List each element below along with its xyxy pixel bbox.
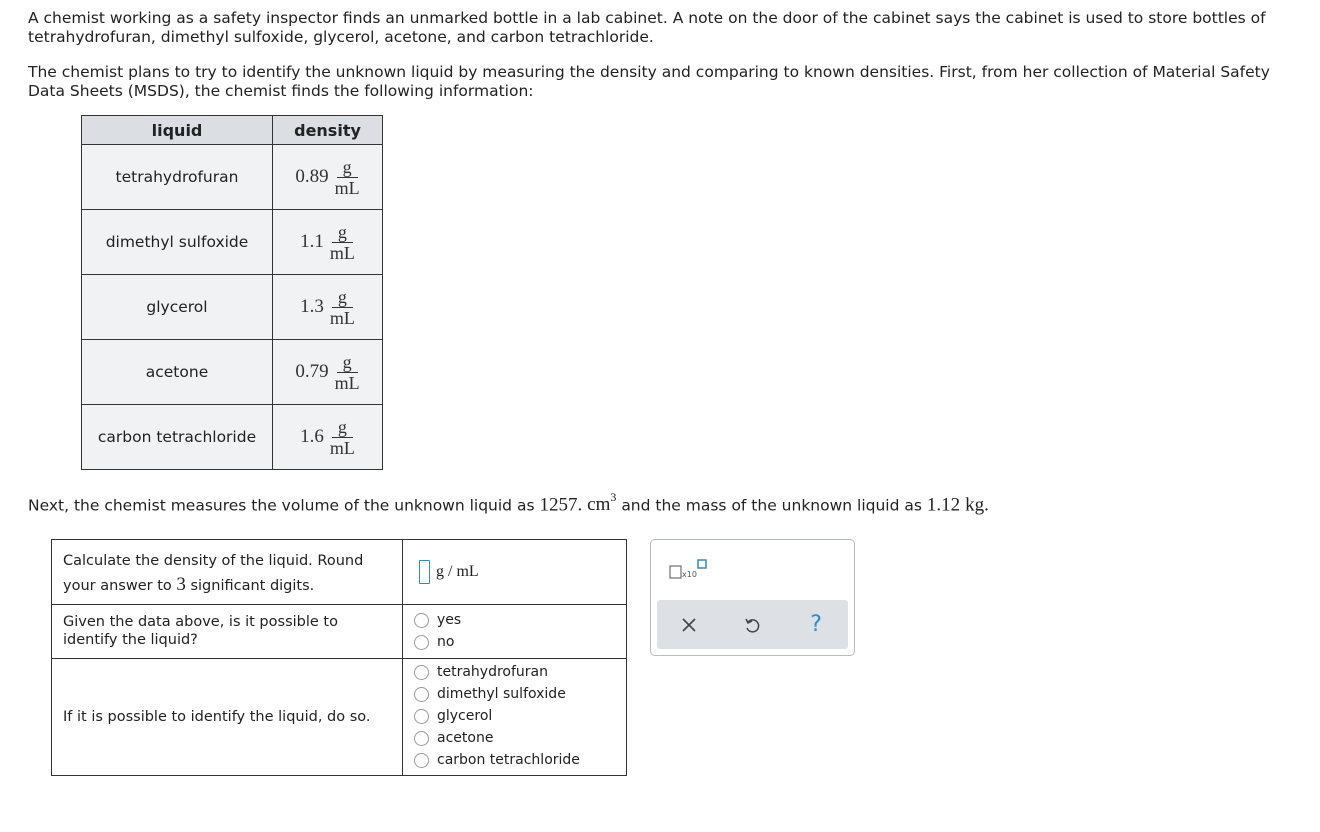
volume-exponent: 3 xyxy=(610,490,617,504)
option-label: carbon tetrachloride xyxy=(437,752,580,768)
times-ten-icon[interactable] xyxy=(669,559,709,581)
density-unit-fraction xyxy=(335,352,360,393)
radio-circle-icon[interactable] xyxy=(414,731,429,746)
unit-denominator: mL xyxy=(329,437,355,458)
measure-middle: and the mass of the unknown liquid as xyxy=(621,496,922,515)
question-row-density xyxy=(52,540,626,605)
option-label: yes xyxy=(437,612,462,628)
option-acetone[interactable] xyxy=(414,727,626,749)
unit-numerator: g xyxy=(332,222,353,243)
option-tetrahydrofuran[interactable] xyxy=(414,661,626,683)
unit-denominator: mL xyxy=(329,307,355,328)
liquid-name: dimethyl sulfoxide xyxy=(82,210,273,275)
density-value xyxy=(273,210,383,275)
q1-digits: 3 xyxy=(176,574,186,595)
tools-button-bar xyxy=(657,600,848,649)
question-possible-text xyxy=(52,605,403,658)
q1-part3: significant digits. xyxy=(190,578,315,594)
mass-value: 1.12 xyxy=(926,494,961,516)
sentence-end: . xyxy=(984,494,989,516)
question-table xyxy=(51,539,627,776)
unit-denominator: mL xyxy=(334,372,360,393)
measure-prefix: Next, the chemist measures the volume of the unknown liquid as xyxy=(28,496,535,515)
unit-numerator: g xyxy=(337,352,358,373)
table-row xyxy=(82,405,383,470)
density-answer-input[interactable] xyxy=(419,560,430,584)
density-table-header xyxy=(82,116,383,145)
option-glycerol[interactable] xyxy=(414,705,626,727)
plan-line-1: The chemist plans to try to identify the unknown liquid by measuring the density and comparing to known densities. First, from her collection of Material Safety xyxy=(28,63,1270,81)
question-row-possible xyxy=(52,605,626,659)
q1-part2: your answer to xyxy=(63,578,172,594)
header-liquid: liquid xyxy=(82,116,273,145)
density-unit-fraction xyxy=(330,222,355,263)
mass-unit: kg xyxy=(965,494,985,516)
radio-circle-icon[interactable] xyxy=(414,635,429,650)
answer-tools-panel xyxy=(650,539,855,656)
liquid-name: acetone xyxy=(82,340,273,405)
option-yes[interactable] xyxy=(414,609,626,631)
table-row xyxy=(82,275,383,340)
possible-options xyxy=(403,605,626,658)
close-icon[interactable] xyxy=(681,617,697,633)
radio-circle-icon[interactable] xyxy=(414,665,429,680)
density-number: 1.3 xyxy=(300,296,324,317)
question-identify-text xyxy=(52,659,403,775)
density-value xyxy=(273,340,383,405)
q2-line2: identify the liquid? xyxy=(63,632,198,648)
scientific-notation-button[interactable] xyxy=(669,559,709,581)
density-value xyxy=(273,275,383,340)
question-density-text xyxy=(52,540,403,604)
identify-options xyxy=(403,659,626,775)
option-label: acetone xyxy=(437,730,494,746)
q1-part1: Calculate the density of the liquid. Round xyxy=(63,553,364,569)
undo-button[interactable] xyxy=(737,610,767,640)
volume-unit xyxy=(587,490,617,516)
density-value xyxy=(273,145,383,210)
density-answer-area xyxy=(403,540,626,604)
x10-label: x10 xyxy=(682,570,697,579)
help-icon[interactable]: ? xyxy=(810,612,822,637)
q3-text: If it is possible to identify the liquid, do so. xyxy=(63,708,371,725)
liquid-name: glycerol xyxy=(82,275,273,340)
plan-line-2: Data Sheets (MSDS), the chemist finds the following information: xyxy=(28,82,534,100)
density-value xyxy=(273,405,383,470)
density-unit-fraction xyxy=(335,157,360,198)
option-no[interactable] xyxy=(414,631,626,653)
unit-denominator: mL xyxy=(334,177,360,198)
intro-line-2: tetrahydrofuran, dimethyl sulfoxide, glycerol, acetone, and carbon tetrachloride. xyxy=(28,28,654,46)
unit-numerator: g xyxy=(332,417,353,438)
header-density: density xyxy=(273,116,383,145)
volume-value: 1257. xyxy=(539,494,583,516)
radio-circle-icon[interactable] xyxy=(414,753,429,768)
intro-line-1: A chemist working as a safety inspector finds an unmarked bottle in a lab cabinet. A note on the door of the cabinet says the cabinet is used to store bottles of xyxy=(28,9,1266,27)
option-label: tetrahydrofuran xyxy=(437,664,548,680)
liquid-name: tetrahydrofuran xyxy=(82,145,273,210)
liquid-name: carbon tetrachloride xyxy=(82,405,273,470)
question-row-identify xyxy=(52,659,626,775)
unit-numerator: g xyxy=(337,157,358,178)
help-button[interactable] xyxy=(801,610,831,640)
radio-circle-icon[interactable] xyxy=(414,613,429,628)
density-unit-fraction xyxy=(330,287,355,328)
density-number: 1.6 xyxy=(300,426,324,447)
option-label: glycerol xyxy=(437,708,493,724)
option-carbon-tetrachloride[interactable] xyxy=(414,749,626,771)
option-label: no xyxy=(437,634,455,650)
option-dimethyl-sulfoxide[interactable] xyxy=(414,683,626,705)
table-row xyxy=(82,210,383,275)
q2-line1: Given the data above, is it possible to xyxy=(63,614,338,630)
density-number: 1.1 xyxy=(300,231,324,252)
density-table xyxy=(81,115,383,470)
answer-unit: g / mL xyxy=(436,563,479,580)
undo-icon[interactable] xyxy=(743,616,761,634)
unit-numerator: g xyxy=(332,287,353,308)
density-number: 0.79 xyxy=(295,361,329,382)
density-number: 0.89 xyxy=(295,166,329,187)
radio-circle-icon[interactable] xyxy=(414,687,429,702)
table-row xyxy=(82,340,383,405)
intro-paragraph xyxy=(28,9,1298,47)
table-row xyxy=(82,145,383,210)
measurement-sentence xyxy=(28,488,1298,516)
volume-unit-base: cm xyxy=(587,494,611,516)
plan-paragraph xyxy=(28,63,1298,101)
option-label: dimethyl sulfoxide xyxy=(437,686,566,702)
density-unit-fraction xyxy=(330,417,355,458)
radio-circle-icon[interactable] xyxy=(414,709,429,724)
clear-button[interactable] xyxy=(674,610,704,640)
unit-denominator: mL xyxy=(329,242,355,263)
